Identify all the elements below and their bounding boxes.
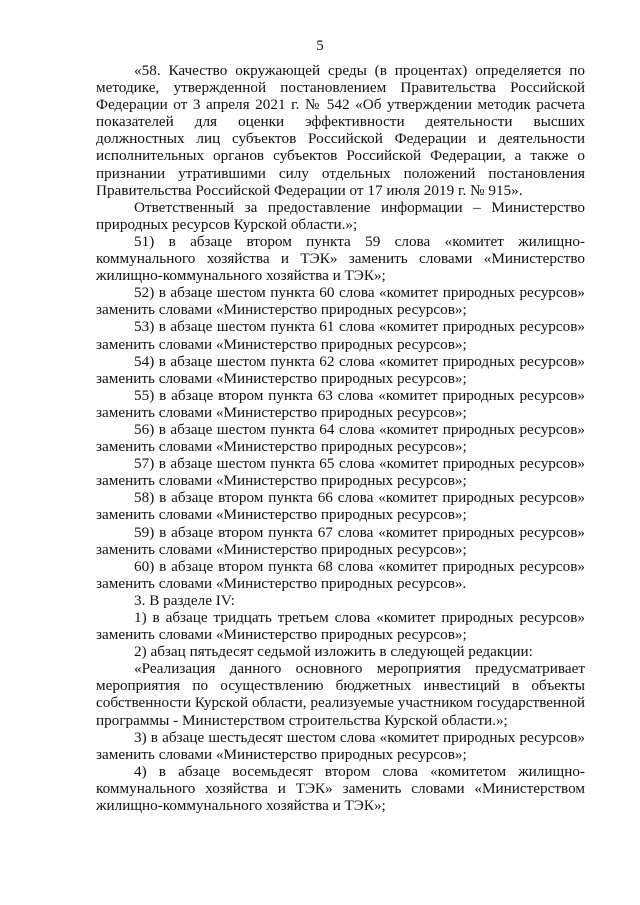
section-heading-iv: 3. В разделе IV: (134, 591, 235, 609)
paragraph-quoted-text: «Реализация данного основного мероприятия предусматривает мероприятия по осуществлению бюджетных инвестиций в объекты собственности Курской области, реализуемые участником государственной программы - Министерством строительства Курской области.»; (96, 660, 585, 729)
paragraph-section-iv-2: 2) абзац пятьдесят седьмой изложить в следующей редакции: (134, 643, 533, 661)
paragraph-amendment-58: 58) в абзаце втором пункта 66 слова «комитет природных ресурсов» заменить словами «Министерство природных ресурсов»; (96, 489, 585, 524)
paragraph-amendment-60: 60) в абзаце втором пункта 68 слова «комитет природных ресурсов» заменить словами «Министерство природных ресурсов». (96, 557, 585, 592)
paragraph-amendment-52: 52) в абзаце шестом пункта 60 слова «комитет природных ресурсов» заменить словами «Министерство природных ресурсов»; (96, 284, 585, 319)
paragraph-amendment-57: 57) в абзаце шестом пункта 65 слова «комитет природных ресурсов» заменить словами «Министерство природных ресурсов»; (96, 455, 585, 490)
document-body (96, 62, 585, 814)
paragraph-section-iv-4: 4) в абзаце восемьдесят втором слова «комитетом жилищно-коммунального хозяйства и ТЭК» заменить словами «Министерством жилищно-коммунального хозяйства и ТЭК»; (96, 762, 585, 815)
paragraph-amendment-54: 54) в абзаце шестом пункта 62 слова «комитет природных ресурсов» заменить словами «Министерство природных ресурсов»; (96, 352, 585, 387)
paragraph-section-iv-3: 3) в абзаце шестьдесят шестом слова «комитет природных ресурсов» заменить словами «Министерство природных ресурсов»; (96, 728, 585, 763)
paragraph-amendment-55: 55) в абзаце втором пункта 63 слова «комитет природных ресурсов» заменить словами «Министерство природных ресурсов»; (96, 386, 585, 421)
paragraph-amendment-56: 56) в абзаце шестом пункта 64 слова «комитет природных ресурсов» заменить словами «Министерство природных ресурсов»; (96, 420, 585, 456)
paragraph-responsible: Ответственный за предоставление информации – Министерство природных ресурсов Курской области.»; (96, 198, 585, 233)
page-number: 5 (316, 38, 324, 54)
paragraph-item-58-definition: «58. Качество окружающей среды (в процентах) определяется по методике, утвержденной постановлением Правительства Российской Федерации от 3 апреля 2021 г. № 542 «Об утверждении методик расчета показателей для оценки эффективности деятельности высших должностных лиц субъектов Российской Федерации и деятельности исполнительных органов субъектов Российской Федерации, а также о признании утратившими силу отдельных положений постановления Правительства Российской Федерации от 17 июля 2019 г. № 915». (96, 62, 585, 199)
paragraph-amendment-59: 59) в абзаце втором пункта 67 слова «комитет природных ресурсов» заменить словами «Министерство природных ресурсов»; (96, 523, 585, 558)
paragraph-section-iv-1: 1) в абзаце тридцать третьем слова «комитет природных ресурсов» заменить словами «Министерство природных ресурсов»; (96, 609, 585, 644)
paragraph-amendment-53: 53) в абзаце шестом пункта 61 слова «комитет природных ресурсов» заменить словами «Министерство природных ресурсов»; (96, 318, 585, 353)
paragraph-amendment-51: 51) в абзаце втором пункта 59 слова «комитет жилищно-коммунального хозяйства и ТЭК» заменить словами «Министерство жилищно-коммунального хозяйства и ТЭК»; (96, 232, 585, 285)
